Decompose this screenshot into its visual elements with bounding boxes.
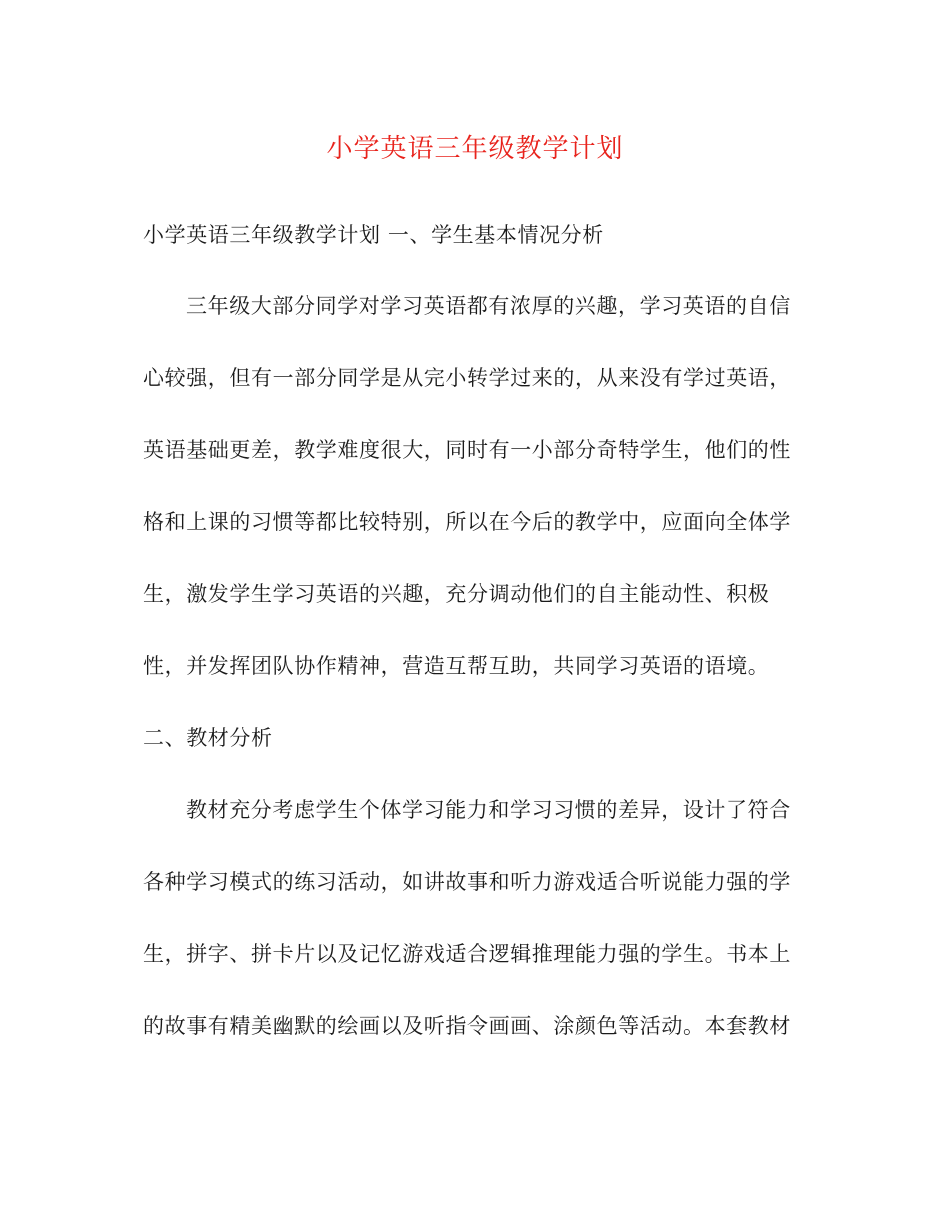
paragraph-line: 教材充分考虑学生个体学习能力和学习习惯的差异，设计了符合	[186, 798, 791, 822]
section-heading-2: 二、教材分析	[143, 726, 273, 750]
paragraph-line: 三年级大部分同学对学习英语都有浓厚的兴趣，学习英语的自信	[186, 294, 791, 318]
document-title: 小学英语三年级教学计划	[326, 134, 624, 164]
paragraph-line: 格和上课的习惯等都比较特别，所以在今后的教学中，应面向全体学	[143, 510, 791, 534]
section-heading-1: 小学英语三年级教学计划 一、学生基本情况分析	[143, 223, 604, 247]
paragraph-line: 生，拼字、拼卡片以及记忆游戏适合逻辑推理能力强的学生。书本上	[143, 942, 791, 966]
paragraph-line: 的故事有精美幽默的绘画以及听指令画画、涂颜色等活动。本套教材	[143, 1014, 791, 1038]
paragraph-line: 性，并发挥团队协作精神，营造互帮互助，共同学习英语的语境。	[143, 654, 770, 678]
paragraph-line: 英语基础更差，教学难度很大，同时有一小部分奇特学生，他们的性	[143, 438, 791, 462]
paragraph-line: 生，激发学生学习英语的兴趣，充分调动他们的自主能动性、积极	[143, 582, 770, 606]
paragraph-line: 心较强，但有一部分同学是从完小转学过来的，从来没有学过英语，	[143, 366, 791, 390]
paragraph-line: 各种学习模式的练习活动，如讲故事和听力游戏适合听说能力强的学	[143, 870, 791, 894]
